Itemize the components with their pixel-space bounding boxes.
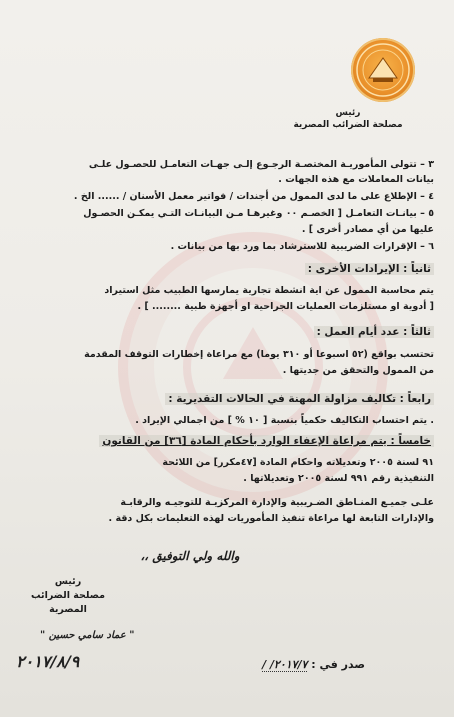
section2-line1: يتم محاسبة الممول عن اية انشطة تجارية يمارسها الطبيب مثل استيراد (104, 285, 434, 296)
issue-date-value: ٢٠١٧/٧/ / (262, 658, 308, 671)
signatory-name: " عماد سامي حسين " (40, 630, 135, 641)
closing-para-line2: والإدارات التابعة لها مراعاة تنفيذ المأموريات لهذه التعليمات بكل دقة . (108, 513, 434, 524)
signature-title-line2: مصلحة الضرائب المصرية (30, 590, 105, 615)
handwritten-date: ٢٠١٧/٨/٩ (16, 652, 80, 671)
issue-date (262, 658, 365, 671)
header-title-line2: مصلحة الضرائب المصرية (293, 120, 403, 130)
section5-line2: التنفيذية رقم ٩٩١ لسنة ٢٠٠٥ وتعديلاتها . (243, 473, 434, 484)
item-4: ٤ – الإطلاع على ما لدى الممول من أجندات / فواتير معمل الأسنان / ...... الخ . (73, 191, 434, 202)
item-3-line2: بيانات المعاملات مع هذه الجهات . (278, 174, 434, 185)
section3-heading: ثالثاً : عدد أيام العمل : (314, 326, 434, 338)
tax-authority-logo (351, 38, 415, 102)
signature-title-line1: رئيس (54, 576, 82, 587)
item-6: ٦ – الإقرارات الضريبية للاسترشاد بما ورد بها من بيانات . (170, 241, 434, 252)
signature-block (18, 575, 118, 617)
section4-line1: . يتم احتساب التكاليف حكمياً بنسبة [ ١٠ % ] من اجمالي الإيراد . (135, 415, 434, 426)
closing-greeting: والله ولي التوفيق ،، (140, 549, 240, 563)
section2-line2: [ أدوية او مستلزمات العمليات الجراحية او أجهزة طبية ........ ] . (137, 301, 434, 312)
section3-line2: من الممول والتحقق من جديتها . (282, 365, 434, 376)
item-5-line2: عليها من أي مصادر أخرى ] . (301, 224, 434, 235)
section3-line1: تحتسب بواقع (٥٢ اسبوعا أو ٣١٠ يوما) مع مراعاة إخطارات التوقف المقدمة (84, 349, 434, 360)
section5-line1: ٩١ لسنة ٢٠٠٥ وتعديلاته واحكام المادة [٤٧مكرر] من اللائحة (162, 457, 434, 468)
header-title (288, 107, 408, 131)
closing-para-line1: علـى جميـع المنـاطق الضـريبية والإدارة المركزيـة للتوجيـه والرقابـة (120, 497, 434, 508)
section2-heading: ثانياً : الإيرادات الأخرى : (305, 263, 434, 275)
issue-date-label: صدر في : (311, 658, 365, 671)
section5-heading: خامساً : يتم مراعاة الإعفاء الوارد بأحكام المادة [٣٦] من القانون (99, 435, 434, 447)
header-title-line1: رئيس (335, 108, 361, 118)
item-5-line1: ٥ – بيانـات التعامـل [ الخصـم ٠٠ وغيرهـا مـن البيانـات التـي يمكـن الحصـول (83, 208, 434, 219)
section4-heading: رابعاً : تكاليف مزاولة المهنة في الحالات التقديرية : (165, 393, 434, 405)
item-3-line1: ٣ – تتولى المأموريـة المختصـة الرجـوع إلـى جهـات التعامـل للحصـول علـى (88, 159, 434, 170)
